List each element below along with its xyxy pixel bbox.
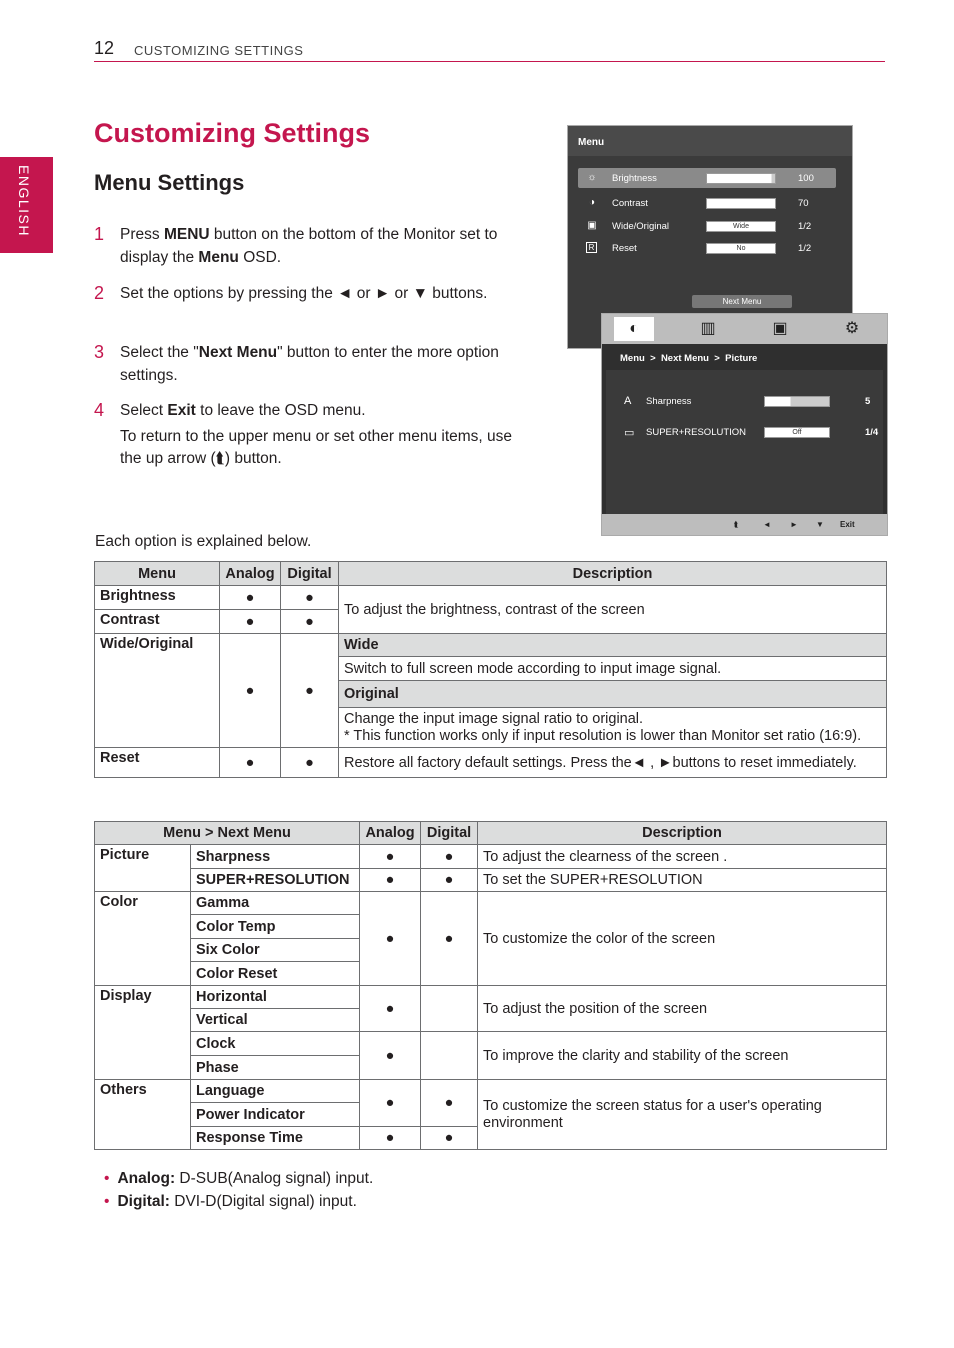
header-rule bbox=[94, 61, 885, 62]
table-row: Wide/Original ● ● Wide bbox=[95, 634, 887, 657]
osd-row-brightness[interactable]: ☼ Brightness 100 bbox=[578, 168, 836, 188]
step-number: 1 bbox=[94, 224, 105, 244]
table-row: Contrast ● ● bbox=[95, 610, 887, 634]
step-number: 3 bbox=[94, 342, 105, 362]
osd-option[interactable]: Wide bbox=[706, 221, 776, 232]
right-arrow-icon[interactable]: ► bbox=[790, 520, 798, 529]
color-tab-icon[interactable]: ▥ bbox=[700, 320, 716, 337]
osd-slider[interactable] bbox=[764, 396, 830, 407]
next-menu-button[interactable]: Next Menu bbox=[692, 295, 792, 308]
table-row: Others Language ● ● To customize the screen status for a user's operating environment bbox=[95, 1080, 887, 1103]
osd-footer bbox=[602, 514, 887, 535]
osd-row-wide-original[interactable]: ▣ Wide/Original Wide 1/2 bbox=[587, 220, 812, 232]
osd-slider[interactable] bbox=[706, 198, 776, 209]
others-tab-icon[interactable]: ⚙ bbox=[844, 320, 860, 337]
list-item: • Analog: D-SUB(Analog signal) input. bbox=[104, 1170, 374, 1187]
reset-icon: R bbox=[586, 242, 597, 253]
table-row: Color Gamma ● ● To customize the color of the screen bbox=[95, 892, 887, 915]
sharpness-icon: A bbox=[624, 395, 632, 407]
menu-options-table: Menu Analog Digital Description Brightness ● ● To adjust the brightness, contrast of the screen Contrast ● ● Wide/Original ● ● Wide Switch to full screen mode according to input image signal. Original Change the input image signal ratio to original. * This function works only if input resolution is lower than Monitor set ratio (16:9). Reset ● ● Restore all factory default settings. Press the◄ , ►buttons to reset immediately. bbox=[94, 561, 887, 778]
table-row: Reset ● ● Restore all factory default settings. Press the◄ , ►buttons to reset immediately. bbox=[95, 748, 887, 778]
table-row: SUPER+RESOLUTION ● ● To set the SUPER+RESOLUTION bbox=[95, 869, 887, 892]
exit-button[interactable]: Exit bbox=[840, 520, 855, 529]
brightness-icon: ☼ bbox=[587, 172, 597, 183]
table-row: Brightness ● ● To adjust the brightness, contrast of the screen bbox=[95, 586, 887, 610]
osd-slider[interactable] bbox=[706, 173, 776, 184]
language-tab bbox=[0, 157, 53, 253]
display-tab-icon[interactable]: ▣ bbox=[772, 320, 788, 337]
osd-row-sharpness[interactable]: A Sharpness 5 bbox=[624, 395, 871, 407]
step-1: 1 Press MENU button on the bottom of the Monitor set to display the Menu OSD. bbox=[94, 224, 498, 266]
osd-next-menu bbox=[601, 313, 888, 536]
osd-option[interactable]: Off bbox=[764, 427, 830, 438]
step-number: 4 bbox=[94, 400, 105, 420]
osd-row-super-resolution[interactable]: ▭ SUPER+RESOLUTION Off 1/4 bbox=[624, 427, 879, 439]
page-number: 12 bbox=[94, 38, 115, 58]
up-arrow-icon[interactable]: ⮬ bbox=[734, 520, 739, 529]
page-title: Customizing Settings bbox=[94, 118, 370, 148]
language-tab-label: ENGLISH bbox=[16, 165, 32, 237]
contrast-icon: ◑ bbox=[588, 197, 596, 208]
table-row: Display Horizontal ● To adjust the position of the screen bbox=[95, 986, 887, 1009]
explained-caption: Each option is explained below. bbox=[95, 533, 312, 550]
osd-row-reset[interactable]: R Reset No 1/2 bbox=[578, 238, 836, 258]
osd-menu-label: Menu bbox=[578, 137, 605, 148]
step-2: 2 Set the options by pressing the ◄ or ► or ▼ buttons. bbox=[94, 283, 488, 303]
aspect-icon: ▣ bbox=[587, 220, 597, 231]
list-item: • Digital: DVI-D(Digital signal) input. bbox=[104, 1192, 357, 1210]
picture-tab-icon[interactable]: ◐ bbox=[614, 317, 654, 341]
table-row: Clock ● To improve the clarity and stability of the screen bbox=[95, 1032, 887, 1056]
left-arrow-icon[interactable]: ◄ bbox=[763, 520, 771, 529]
table-row: Picture Sharpness ● ● To adjust the clearness of the screen . bbox=[95, 845, 887, 869]
section-title: Menu Settings bbox=[94, 170, 245, 195]
up-arrow-icon: ⮬ bbox=[215, 450, 225, 467]
super-resolution-icon: ▭ bbox=[624, 427, 635, 439]
step-3: 3 Select the "Next Menu" button to enter the more option settings. bbox=[94, 342, 499, 384]
section-header: CUSTOMIZING SETTINGS bbox=[134, 43, 304, 58]
osd-option[interactable]: No bbox=[706, 243, 776, 254]
step-4: 4 Select Exit to leave the OSD menu. To return to the upper menu or set other menu items, use the up arrow (⮬) button. bbox=[94, 400, 513, 467]
osd-breadcrumb: Menu > Next Menu > Picture bbox=[620, 353, 758, 364]
table-row: Response Time ● ● bbox=[95, 1127, 887, 1150]
down-arrow-icon[interactable]: ▼ bbox=[816, 520, 824, 529]
osd-row-contrast[interactable]: ◑ Contrast 70 bbox=[578, 193, 836, 213]
step-number: 2 bbox=[94, 283, 105, 303]
next-menu-table: Menu > Next Menu Analog Digital Description Picture Sharpness ● ● To adjust the clearness of the screen . SUPER+RESOLUTION ● ● To set the SUPER+RESOLUTION Color Gamma ● ● To customize the color of the screen Color Temp Six Color Color Reset Display Horizontal ● To adjust the position of the screen Vertical Clock ● To improve the clarity and stability of the screen Phase Others Language ● ● To customize the screen status for a user's operating environment Power Indicator Response Time ● ● bbox=[94, 821, 887, 1150]
signal-legend bbox=[104, 1168, 373, 1213]
